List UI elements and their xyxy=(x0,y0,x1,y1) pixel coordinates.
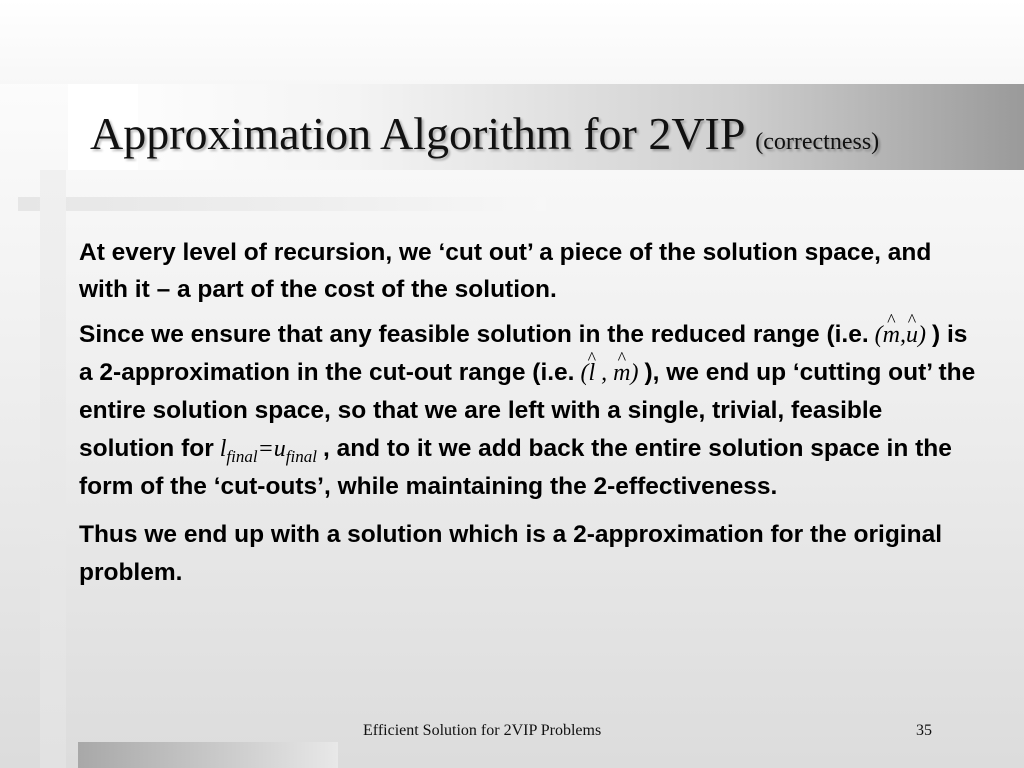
math-m-hat: ^ m xyxy=(883,316,900,354)
horizontal-accent-bar xyxy=(18,197,546,211)
bottom-accent-bar xyxy=(78,742,338,768)
math-u-var: u xyxy=(273,436,286,462)
math-l-hat: ^ l xyxy=(589,354,596,392)
math-u-subscript: final xyxy=(285,447,317,466)
paragraph-2-part-2: ) is a 2-approximation in the cut-out range (i.e. xyxy=(79,321,968,386)
paragraph-2-part-1: Since we ensure that any feasible solution in the reduced range (i.e. xyxy=(79,321,869,348)
page-number: 35 xyxy=(916,722,932,739)
paragraph-1: At every level of recursion, we ‘cut out’ a piece of the solution space, and with it – a part of the cost of the solution. xyxy=(79,239,932,303)
paragraph-2-part-4: , and to it we add back the entire solution space in the form of the ‘cut-outs’, while maintaining the 2-effectiveness. xyxy=(79,435,952,500)
paragraph-2 xyxy=(79,316,979,506)
math-l-final-equals-u-final xyxy=(219,436,317,466)
slide-body xyxy=(79,234,979,602)
math-equals: = xyxy=(257,436,274,462)
paragraph-2-part-3: ), we end up ‘cutting out’ the entire solution space, so that we are left with a single, trivial, feasible solution for xyxy=(79,359,976,462)
top-background xyxy=(0,0,1024,84)
math-range-m-u: (^ m,^ u) xyxy=(875,322,926,348)
paragraph-3: Thus we end up with a solution which is a 2-approximation for the original problem. xyxy=(79,521,943,586)
title-main: Approximation Algorithm for 2VIP xyxy=(90,108,744,159)
vertical-accent-bar xyxy=(40,170,66,768)
footer-text: Efficient Solution for 2VIP Problems xyxy=(363,722,602,739)
math-l-subscript: final xyxy=(226,447,258,466)
math-m2-hat: ^ m xyxy=(613,354,630,392)
slide-title xyxy=(90,106,879,170)
math-l-var: l xyxy=(219,436,227,462)
math-range-l-m: (^ l , ^ m) xyxy=(581,360,639,386)
title-subtitle: (correctness) xyxy=(755,129,880,155)
math-u-hat: ^ u xyxy=(906,316,918,354)
